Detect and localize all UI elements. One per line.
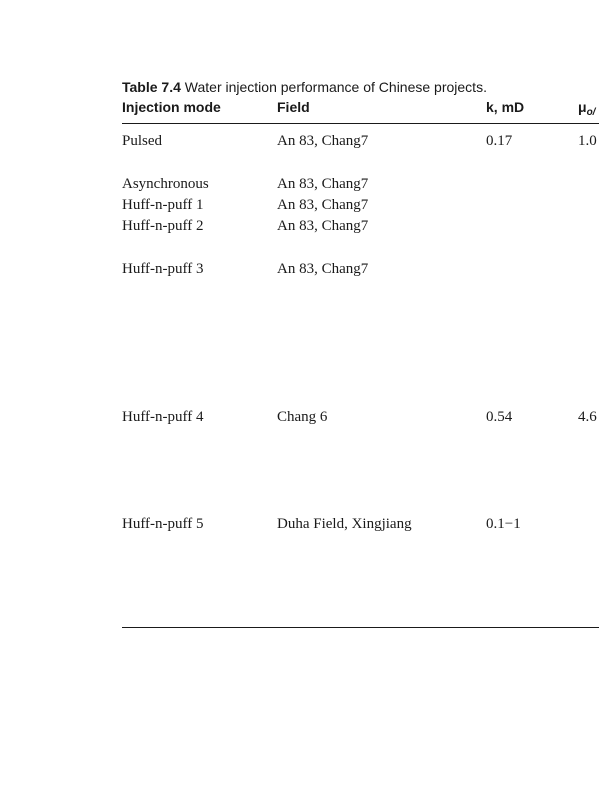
row-huff5-field: Duha Field, Xingjiang	[277, 516, 412, 532]
row-huff4-mu: 4.6	[578, 409, 597, 425]
row-huff2-mode: Huff-n-puff 2	[122, 218, 204, 234]
row-huff4-k: 0.54	[486, 409, 513, 425]
row-pulsed-field: An 83, Chang7	[277, 133, 369, 149]
header-viscosity	[578, 99, 595, 118]
row-huff3-field: An 83, Chang7	[277, 261, 369, 277]
row-pulsed-k: 0.17	[486, 133, 513, 149]
row-asynchronous-field: An 83, Chang7	[277, 176, 369, 192]
row-huff3-mode: Huff-n-puff 3	[122, 261, 204, 277]
row-huff4-mode: Huff-n-puff 4	[122, 409, 204, 425]
header-injection-mode: Injection mode	[122, 99, 221, 115]
row-pulsed-mode: Pulsed	[122, 133, 163, 149]
row-huff1-mode: Huff-n-puff 1	[122, 197, 204, 213]
header-field: Field	[277, 99, 310, 115]
bottom-rule	[122, 627, 599, 628]
row-huff5-k: 0.1−1	[486, 516, 521, 532]
header-viscosity-subscript: o/	[586, 107, 596, 118]
table-caption-text: Water injection performance of Chinese projects.	[184, 79, 487, 95]
row-huff4-field: Chang 6	[277, 409, 328, 425]
header-permeability: k, mD	[486, 99, 525, 115]
row-huff5-mode: Huff-n-puff 5	[122, 516, 204, 532]
header-rule	[122, 123, 599, 124]
row-asynchronous-mode: Asynchronous	[122, 176, 209, 192]
row-pulsed-mu: 1.0	[578, 133, 597, 149]
table-caption	[122, 79, 487, 95]
table-caption-label: Table 7.4	[122, 79, 181, 95]
row-huff2-field: An 83, Chang7	[277, 218, 369, 234]
row-huff1-field: An 83, Chang7	[277, 197, 369, 213]
header-viscosity-symbol: μ	[578, 99, 587, 115]
